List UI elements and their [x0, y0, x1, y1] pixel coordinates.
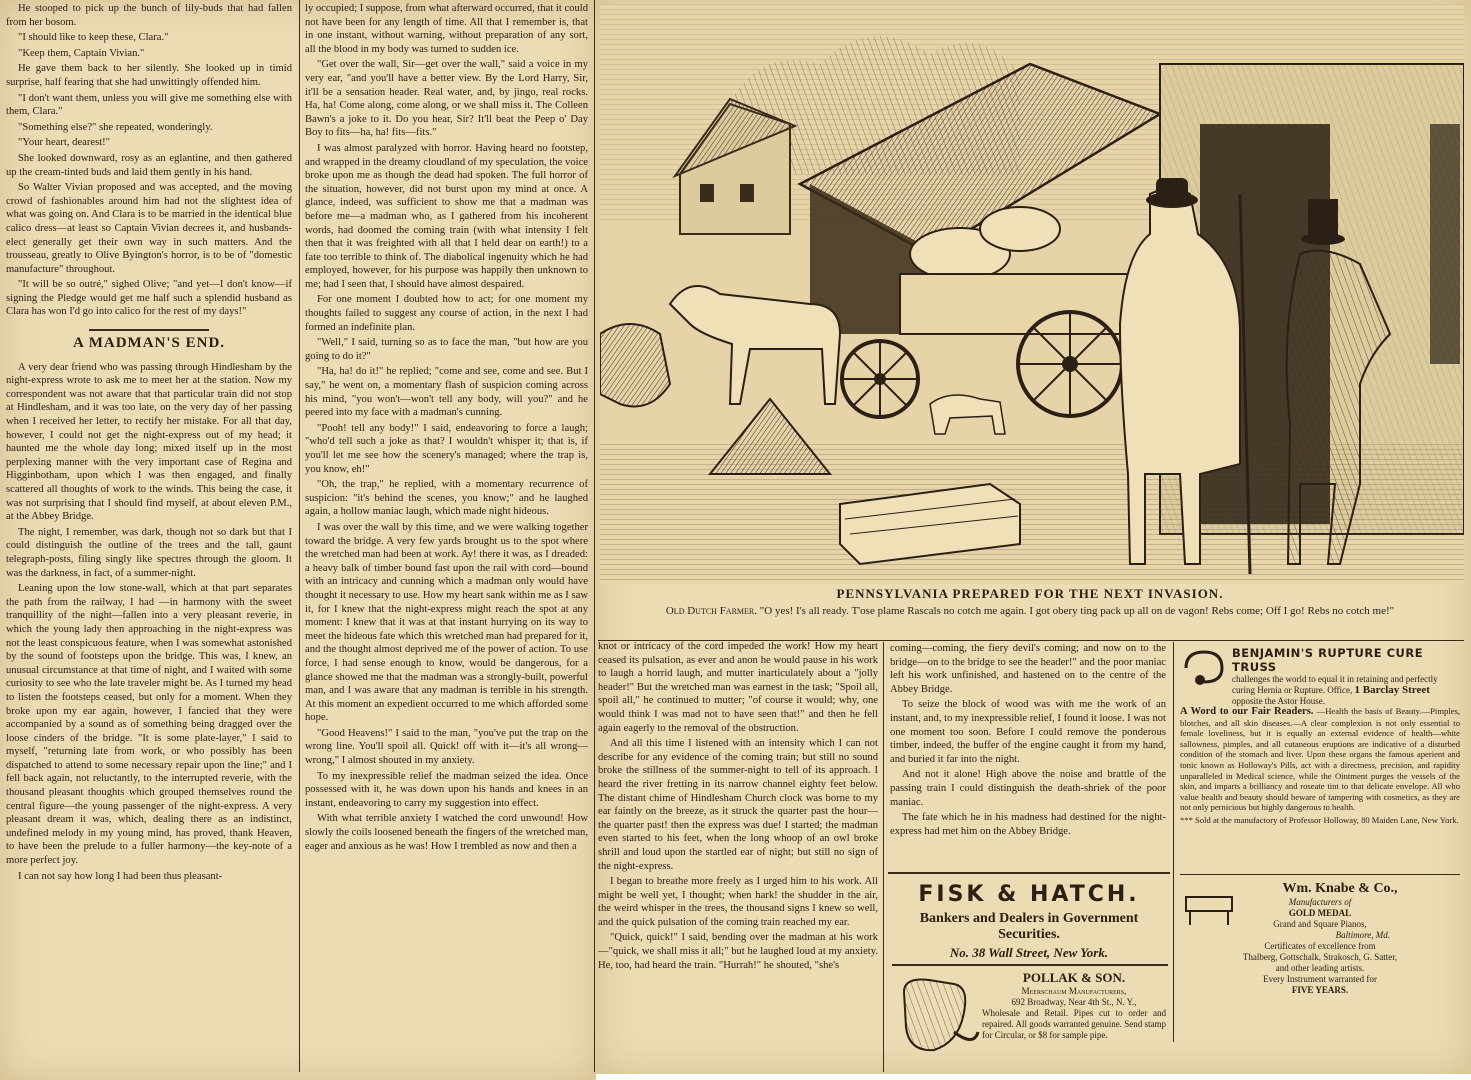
- paragraph: "It will be so outré," sighed Olive; "and yet—I don't know—if signing the Pledge would get me half such a splendid husband as Clara has won I'd go into calico for the rest of my days!": [6, 279, 292, 318]
- ad-title: POLLAK & SON.: [1022, 970, 1126, 985]
- paragraph: A very dear friend who was passing through Hindlesham by the night-express wrote to ask me to meet her at the station. Now my correspondent was not aware that that particular train did not stop at Hindlesham, and it was too late, on the very day of her passing when I received her letter, to rectify her mistake. For all that day, however, I could not get the night-express out of my head; it haunted me the whole day long; mixed itself up in the most perplexing manner with the very important case of Regina and Higginbotham, upon which I was then engaged, and finally scattered all thoughts of work to the winds. This being the case, it was not surprising that I should find myself, at about eleven P.M., at the Abbey Bridge.: [6, 361, 292, 523]
- ad-line: and other leading artists.: [1275, 963, 1365, 973]
- ad-fisk-hatch: [888, 872, 1170, 962]
- paragraph: So Walter Vivian proposed and was accepted, and the moving crowd of fashionables around him had not the slightest idea of what was going on. And Clara is to be married in the identical blue calico dress—at least so Captain Vivian decrees it, and husbands-elect generally get their own way in such matters. And the trousseau, greatly to Olive Byington's horror, is to be of "domestic manufacture" throughout.: [6, 182, 292, 275]
- ad-pollak: [892, 964, 1168, 1072]
- paragraph: "I don't want them, unless you will give me something else with them, Clara.": [6, 92, 292, 118]
- column-rule: [594, 0, 595, 1072]
- paragraph: "Ha, ha! do it!" he replied; "come and see, come and see. But I say," he went on, a momentary flash of suspicion coming across his mind, "you won't—won't tell any body, will you?" and he peered into my face with a madman's cunning.: [305, 366, 588, 419]
- column-2: [305, 2, 588, 1076]
- article-heading: A MADMAN'S END.: [72, 335, 226, 352]
- ad-address: No. 38 Wall Street, New York.: [949, 945, 1109, 960]
- ad-body: —Health the basis of Beauty.—Pimples, blotches, and all skin diseases.—A clear complexion is not only essential to female loveliness, but it is equally an external evidence of health—white sallowness, pimples, and all cutaneous eruptions are indicative of a disturbed condition of the stomach and liver. Upon these organs the famous aperient and tonic known as Holloway's Pills, act with a directness, precision, and rapidity unparalleled in Medical science, while the Ointment purges the vessels of the skin, and imparts a brilliancy and roseate tint to that delicate envelope. All who value health and beauty should beware of tampering with cosmetics, as they are not only pernicious but highly dangerous to health.: [1180, 706, 1460, 813]
- article-body: [6, 361, 292, 884]
- paragraph: "Something else?" she repeated, wonderingly.: [18, 121, 213, 133]
- paragraph: "Your heart, dearest!": [18, 137, 111, 149]
- ad-footer: *** Sold at the manufactory of Professor Holloway, 80 Maiden Lane, New York.: [1180, 814, 1459, 825]
- column-4: [890, 642, 1166, 862]
- paragraph: And not it alone! High above the noise and brattle of the passing train I could distinguish the death-shriek of the poor maniac.: [890, 769, 1166, 808]
- ad-knabe: [1180, 874, 1460, 995]
- paragraph: "Pooh! tell any body!" I said, endeavoring to force a laugh; "who'd tell such a joke as that? I wouldn't whisper it; that is, if you'll let me see how the scenery's managed; where the trap is, you know, eh!": [305, 422, 588, 475]
- caption-quote: "O yes! I's all ready. T'ose plame Rascals no cotch me again. I got obery ting pack up all on de vagon! Rebs come; Off I go! Rebs no cotch me!": [759, 605, 1395, 617]
- farmer-wagon-engraving: [600, 4, 1464, 584]
- paragraph: ly occupied; I suppose, from what afterward occurred, that it could not have been for any length of time. All that I remember is, that in one instant, without warning, without preparation of any sort, all the blood in my body was turned to sudden ice.: [305, 3, 588, 55]
- paragraph: With what terrible anxiety I watched the cord unwound! How slowly the coils loosened beneath the fingers of the wretched man, eager and anxious as he was! How I trembled as now and then a: [305, 813, 588, 852]
- illustration-title: PENNSYLVANIA PREPARED FOR THE NEXT INVASION.: [836, 586, 1224, 601]
- paragraph: She looked downward, rosy as an eglantine, and then gathered up the cream-tinted buds and laid them gently in his hand.: [6, 152, 292, 178]
- paragraph: knot or intricacy of the cord impeded the work! How my heart ceased its pulsation, as ever and anon he would pause in his work to laugh a horrid laugh, and mutter inarticulately about a "jolly header!" But the wretched man was earnest in the task; "Spoil all, spoil all," he continued to mutter; "of course it would; why, one would think I was mad not to have seen that!" and then he fell again eagerly to the removal of the obstruction.: [598, 641, 878, 734]
- paragraph: "Good Heavens!" I said to the man, "you've put the trap on the wrong line. You'll spoil all. Quick! off with it—it's all wrong—wrong," I almost shouted in my anxiety.: [305, 727, 588, 767]
- paragraph: "Get over the wall, Sir—get over the wall," said a voice in my very ear, "and you'll have a better view. By the Lord Harry, Sir, it'll be a sensation header. Real water, and, by jingo, real rocks. Ha, ha! Come along, come along, or we shall miss it. The Colleen Bawn's a joke to it. Do you hear, Sir? It'll beat the Peep o' Day Boy to fits—ha, ha! fits—fits.": [305, 59, 588, 139]
- column-rule: [883, 642, 884, 1072]
- paragraph: I was almost paralyzed with horror. Having heard no footstep, and wrapped in the dreamy cloudland of my speculation, the voice broke upon me as though the dead had spoken. The full horror of the situation, however, did not burst upon my mind at once. A glance, indeed, was sufficient to show me that a madman was before me—a madman who, as I gathered from his incoherent words, had doomed the coming train (with what intensity I felt then that it was freighted with all that I held dear on earth!) to a fate too terrible to think of. The diabolical ingenuity which he had employed, however, for his purpose was happily then unknown to me; had I seen that, I should have almost despaired.: [305, 142, 588, 290]
- ad-text: [1232, 674, 1458, 707]
- column-rule: [299, 0, 300, 1072]
- ad-title: Wm. Knabe & Co.,: [1282, 881, 1398, 896]
- ad-line: Manufacturers of: [1288, 897, 1352, 907]
- pipe-icon: [894, 972, 980, 1062]
- ad-line: Wholesale and Retail. Pipes cut to order and repaired. All goods warranted genuine. Send stamp for Circular, or $8 for sample pipe.: [982, 1008, 1166, 1040]
- ad-line: Every Instrument warranted for: [1263, 974, 1377, 984]
- paragraph: coming—coming, the fiery devil's coming; and now on to the bridge—on to the bridge to see the header!" and the poor maniac left his work unfinished, and hastened on to the centre of the Abbey Bridge.: [890, 643, 1166, 695]
- paragraph: The fate which he in his madness had destined for the night-express had met him on the Abbey Bridge.: [890, 812, 1166, 837]
- paragraph: "Oh, the trap," he replied, with a momentary recurrence of suspicion: "it's behind the scenes, you know;" and he laughed again, a hollow maniac laugh, which made night hideous.: [305, 479, 588, 518]
- ad-truss: [1180, 646, 1460, 706]
- ad-line: FIVE YEARS.: [1291, 985, 1349, 995]
- ad-title: BENJAMIN'S RUPTURE CURE TRUSS: [1232, 646, 1424, 674]
- ad-line: Thalberg, Gottschalk, Strakosch, G. Satter,: [1242, 952, 1398, 962]
- ad-line: challenges the world to equal it in retaining and perfectly curing Hernia or Rupture. Office,: [1232, 674, 1438, 695]
- illustration-caption: [598, 604, 1462, 618]
- paragraph: He stooped to pick up the bunch of lily-buds that had fallen from her bosom.: [6, 3, 292, 28]
- ad-line: Bankers and Dealers in Government: [919, 911, 1139, 926]
- paragraph: And all this time I listened with an intensity which I can not describe for any evidence of the coming train; but still no sound broke the stillness of the summer-night to tell of its approach. I heard the river fretting in its narrow channel eighty feet below. The distant chime of Hindlesham Church clock was borne to my ear faintly on the breeze, as it struck the quarter past the hour—the quarter past! then the express was due! I started; the madman even started to his feet, when the long whoop of an owl broke shrill and loud upon the startled ear of night; but still no sign of the night-express.: [598, 738, 878, 872]
- story-ending: [6, 2, 292, 319]
- ad-line: opposite the Astor House.: [1232, 696, 1325, 706]
- ad-line: GOLD MEDAL: [1288, 908, 1352, 918]
- paragraph: To seize the block of wood was with me the work of an instant, and, to my inexpressible relief, I found it loose. I was not one moment too soon. Before I could remove the ponderous timber, indeed, the buffer of the engine caught it from my hand, and buried it far into the night.: [890, 699, 1166, 765]
- ad-address: 1 Barclay Street: [1354, 684, 1430, 696]
- paragraph: "Well," I said, turning so as to face the man, "but how are you going to do it?": [305, 337, 588, 362]
- paragraph: I began to breathe more freely as I urged him to his work. All might be well yet, I thought; when hark! the shudder in the air, the weird whisper in the trees, the thousand signs I knew so well, and the quick pulsation of the coming train reached my ear.: [598, 876, 878, 928]
- paragraph: "I should like to keep these, Clara.": [18, 32, 169, 44]
- heading-rule: [89, 329, 209, 331]
- piano-icon: [1182, 889, 1236, 929]
- column-rule: [1173, 642, 1174, 1042]
- truss-icon: [1180, 648, 1226, 688]
- paragraph: Leaning upon the low stone-wall, which at that part separates the path from the railway, I had —in harmony with the sweet tranquillity of the night—fallen into a very pleasant reverie, in which the young lady then approaching in the night-express was not the least conspicuous feature, when I was somewhat astonished by the sound of footsteps upon the bridge. This was, I knew, an unusual circumstance at that time of night, and I waited with some curiosity to see who the late traveler might be. As I turned my head to listen the footsteps ceased, but only for a moment. When they broke upon my ear again, however, I fancied that they were accompanied by a sound as of something being dragged over the loose cinders of the bridge. "It is some plate-layer," I said to myself, "returning late from work, or who possibly has been dispatched to attend to some necessary repair upon the line;" and I fell back again, not reluctantly, to the interrupted reverie, with the thousand pleasant thoughts which grouped themselves round the central figure—the young passenger of the night-express. A very pleasant dream it was, which, dealing there as an indistinct, undefined melody in my young mind, has proved, thank Heaven, to have been the prelude to a fuller harmony—the key-note of a more perfect joy.: [6, 583, 292, 867]
- ad-line: Baltimore, Md.: [1335, 930, 1390, 940]
- illustration: [600, 4, 1464, 584]
- paragraph: "Keep them, Captain Vivian.": [18, 47, 145, 59]
- paragraph: For one moment I doubted how to act; for one moment my thoughts failed to suggest any course of action, in the next I had formed an indefinite plan.: [305, 294, 588, 333]
- ad-line: Meerschaum Manufacturers,: [1021, 986, 1127, 996]
- ad-line: 692 Broadway, Near 4th St., N. Y.,: [1011, 997, 1137, 1007]
- ad-holloway: [1180, 706, 1460, 872]
- ad-line: Certificates of excellence from: [1264, 941, 1376, 951]
- column-3: [598, 640, 878, 1076]
- paragraph: The night, I remember, was dark, though not so dark but that I could distinguish the outline of the trees and the tall, gaunt telegraph-posts, filing singly like spectres through the gloom. It was the darkness, in fact, of a summer-night.: [6, 526, 292, 579]
- paragraph: I can not say how long I had been thus pleasant-: [18, 870, 223, 882]
- caption-speaker: Old Dutch Farmer.: [665, 605, 758, 617]
- column-1: [6, 2, 292, 1076]
- ad-title: A Word to our Fair Readers.: [1180, 706, 1314, 717]
- paragraph: He gave them back to her silently. She looked up in timid surprise, half fearing that she had unwittingly offended him.: [6, 63, 292, 88]
- ad-text: [1180, 706, 1460, 813]
- paragraph: I was over the wall by this time, and we were walking together toward the bridge. A very few yards brought us to the spot where the wretched man had been at work. Ay! there it was, as I dreaded: a heavy balk of timber bound fast upon the rail with cord—bound with an intricacy and cunning which a madman only would have thought it necessary to use. How my heart sank within me as I saw it, for I knew that the night-express might reach the spot at any moment: I knew that it was at that instant hurrying on its way to meet the hideous fate which this wretched man had prepared for it, and the thought almost deprived me of the power of action. To use force, I had sense enough to know, would be dangerous, for a glance showed me that the madman was a strongly-built, powerful man, and I was aware that any madman is terrible in his strength. At this moment an expedient occurred to me which afforded some hope.: [305, 521, 588, 724]
- ad-line: Securities.: [998, 927, 1060, 942]
- paragraph: "Quick, quick!" I said, bending over the madman at his work—"quick, we shall miss it all;" but he laughed loud at my anxiety. He, too, had heard the train. "Hurrah!" he shouted, "she's: [598, 932, 878, 971]
- ad-line: Grand and Square Pianos,: [1273, 919, 1367, 929]
- ad-title: FISK & HATCH.: [918, 882, 1140, 907]
- paragraph: To my inexpressible relief the madman seized the idea. Once possessed with it, he was down upon his hands and knees in an instant, endeavoring to carry my suggestion into effect.: [305, 770, 588, 809]
